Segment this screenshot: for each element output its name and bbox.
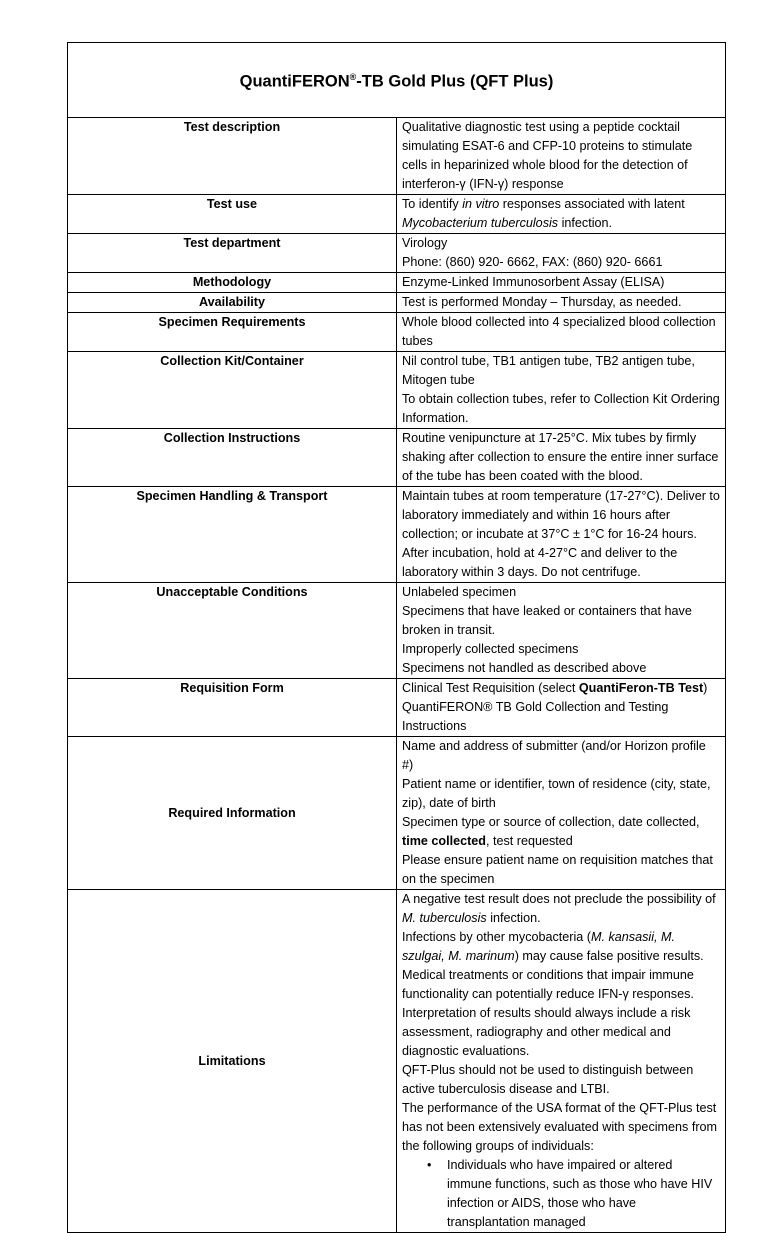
- row-label-methodology: Methodology: [68, 273, 397, 293]
- limitation-paragraph: Infections by other mycobacteria (M. kansasii, M. szulgai, M. marinum) may cause false positive results.: [402, 930, 704, 963]
- list-item: Specimen type or source of collection, date collected, time collected, test requested: [402, 815, 700, 848]
- table-row: [68, 352, 726, 429]
- row-value-required-information: [397, 737, 726, 890]
- table-row: [68, 273, 726, 293]
- limitation-paragraph: Interpretation of results should always include a risk assessment, radiography and other medical and diagnostic evaluations.: [402, 1006, 691, 1058]
- row-label-collection-instructions: Collection Instructions: [68, 429, 397, 487]
- list-item: Patient name or identifier, town of residence (city, state, zip), date of birth: [402, 777, 711, 810]
- list-item: Improperly collected specimens: [402, 642, 579, 656]
- row-value-unacceptable-conditions: [397, 583, 726, 679]
- row-value-test-use: To identify in vitro responses associated with latent Mycobacterium tuberculosis infection.: [397, 195, 726, 234]
- list-item: Specimens not handled as described above: [402, 661, 647, 675]
- list-item: Specimens that have leaked or containers that have broken in transit.: [402, 604, 692, 637]
- row-value-methodology: Enzyme-Linked Immunosorbent Assay (ELISA): [397, 273, 726, 293]
- table-row: [68, 487, 726, 583]
- row-label-collection-kit: Collection Kit/Container: [68, 352, 397, 429]
- department-name: Virology: [402, 236, 448, 250]
- table-row: [68, 195, 726, 234]
- list-item: Unlabeled specimen: [402, 585, 517, 599]
- table-row: [68, 313, 726, 352]
- table-row: [68, 583, 726, 679]
- row-value-limitations: [397, 890, 726, 1233]
- document: [67, 42, 726, 1233]
- title-rest: -TB Gold Plus (QFT Plus): [356, 72, 554, 91]
- title-row: [68, 43, 726, 118]
- limitation-paragraph: The performance of the USA format of the QFT-Plus test has not been extensively evaluated with specimens from the following groups of individuals:: [402, 1101, 718, 1153]
- limitation-paragraph: Medical treatments or conditions that impair immune functionality can potentially reduce IFN-γ responses.: [402, 968, 694, 1001]
- row-label-test-department: Test department: [68, 234, 397, 273]
- list-item: Please ensure patient name on requisition matches that on the specimen: [402, 853, 713, 886]
- list-item: • Individuals who have impaired or altered immune functions, such as those who have HIV infection or AIDS, those who have transplantation managed: [447, 1156, 720, 1232]
- table-row: [68, 890, 726, 1233]
- collection-kit-note: To obtain collection tubes, refer to Collection Kit Ordering Information.: [402, 392, 720, 425]
- row-value-availability: Test is performed Monday – Thursday, as needed.: [397, 293, 726, 313]
- row-label-availability: Availability: [68, 293, 397, 313]
- page-title: [68, 43, 726, 118]
- row-label-test-use: Test use: [68, 195, 397, 234]
- row-value-collection-instructions: Routine venipuncture at 17-25°C. Mix tubes by firmly shaking after collection to ensure the entire inner surface of the tube has been coated with the blood.: [397, 429, 726, 487]
- list-item: Name and address of submitter (and/or Horizon profile #): [402, 739, 706, 772]
- table-row: [68, 737, 726, 890]
- row-value-specimen-requirements: Whole blood collected into 4 specialized blood collection tubes: [397, 313, 726, 352]
- limitation-bullet-list: [402, 1156, 720, 1232]
- title-brand: QuantiFERON: [239, 72, 350, 91]
- limitation-paragraph: A negative test result does not preclude the possibility of M. tuberculosis infection.: [402, 892, 716, 925]
- row-label-requisition-form: Requisition Form: [68, 679, 397, 737]
- table-row: [68, 118, 726, 195]
- row-value-test-department: [397, 234, 726, 273]
- table-row: [68, 293, 726, 313]
- requisition-instructions: QuantiFERON® TB Gold Collection and Testing Instructions: [402, 700, 669, 733]
- department-contact: Phone: (860) 920- 6662, FAX: (860) 920- 6661: [402, 255, 663, 269]
- row-value-specimen-handling: Maintain tubes at room temperature (17-27°C). Deliver to laboratory immediately and within 16 hours after collection; or incubate at 37°C ± 1°C for 16-24 hours. After incubation, hold at 4-27°C and deliver to the laboratory within 3 days. Do not centrifuge.: [397, 487, 726, 583]
- row-value-requisition-form: [397, 679, 726, 737]
- requisition-form-name: Clinical Test Requisition (select QuantiFeron-TB Test): [402, 681, 708, 695]
- info-table: [67, 42, 726, 1233]
- title-registered-mark: ®: [349, 72, 357, 83]
- row-label-test-description: Test description: [68, 118, 397, 195]
- collection-tubes: Nil control tube, TB1 antigen tube, TB2 antigen tube, Mitogen tube: [402, 354, 695, 387]
- row-label-specimen-handling: Specimen Handling & Transport: [68, 487, 397, 583]
- row-label-unacceptable-conditions: Unacceptable Conditions: [68, 583, 397, 679]
- table-row: [68, 679, 726, 737]
- limitation-paragraph: QFT-Plus should not be used to distinguish between active tuberculosis disease and LTBI.: [402, 1063, 694, 1096]
- row-label-required-information: Required Information: [68, 737, 397, 890]
- row-value-test-description: Qualitative diagnostic test using a peptide cocktail simulating ESAT-6 and CFP-10 proteins to stimulate cells in heparinized whole blood for the detection of interferon-γ (IFN-γ) response: [397, 118, 726, 195]
- row-label-limitations: Limitations: [68, 890, 397, 1233]
- row-value-collection-kit: [397, 352, 726, 429]
- row-label-specimen-requirements: Specimen Requirements: [68, 313, 397, 352]
- table-row: [68, 234, 726, 273]
- table-row: [68, 429, 726, 487]
